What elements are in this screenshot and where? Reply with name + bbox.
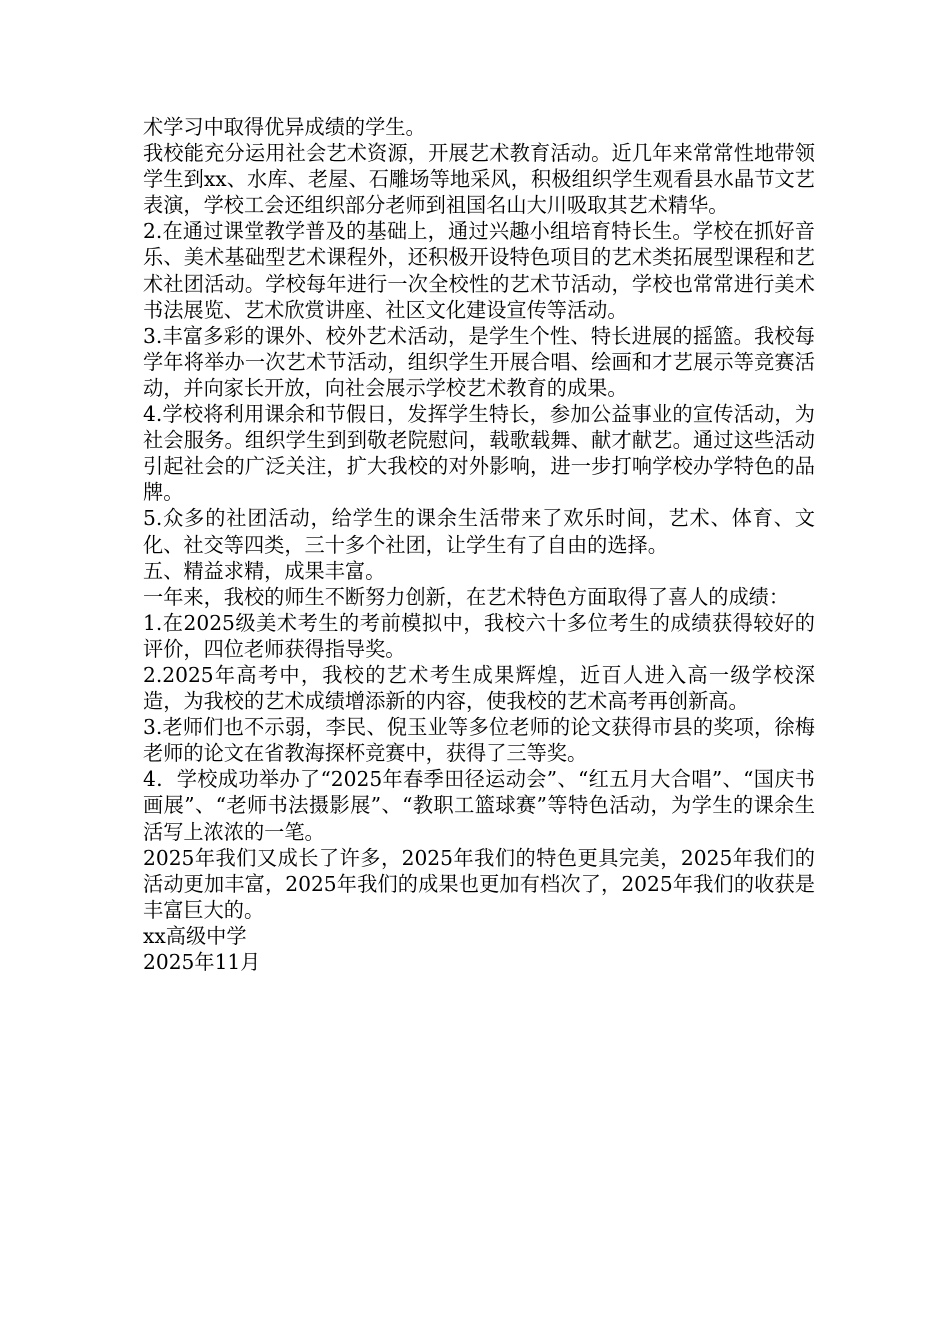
document-body (143, 114, 815, 975)
paragraph-item-5-clubs: 5.众多的社团活动，给学生的课余生活带来了欢乐时间，艺术、体育、文化、社交等四类，三十多个社团，让学生有了自由的选择。 (143, 506, 815, 557)
paragraph-achievement-4: 4．学校成功举办了“2025年春季田径运动会”、“红五月大合唱”、“国庆书画展”、“老师书法摄影展”、“教职工篮球赛”等特色活动，为学生的课余生活写上浓浓的一笔。 (143, 767, 815, 844)
paragraph-achievements-intro: 一年来，我校的师生不断努力创新，在艺术特色方面取得了喜人的成绩： (143, 584, 790, 609)
signature-school-name: xx高级中学 (143, 923, 247, 948)
paragraph-item-3-activities: 3.丰富多彩的课外、校外艺术活动，是学生个性、特长进展的摇篮。我校每学年将举办一次艺术节活动，组织学生开展合唱、绘画和才艺展示等竞赛活动，并向家长开放，向社会展示学校艺术教育的成果。 (143, 323, 815, 400)
paragraph-achievement-3: 3.老师们也不示弱，李民、倪玉业等多位老师的论文获得市县的奖项，徐梅老师的论文在省教海探杯竞赛中，获得了三等奖。 (143, 715, 815, 766)
paragraph-item-2-interest-groups: 2.在通过课堂教学普及的基础上，通过兴趣小组培育特长生。学校在抓好音乐、美术基础型艺术课程外，还积极开设特色项目的艺术类拓展型课程和艺术社团活动。学校每年进行一次全校性的艺术节活动，学校也常常进行美术书法展览、艺术欣赏讲座、社区文化建设宣传等活动。 (143, 219, 815, 322)
paragraph-achievement-1: 1.在2025级美术考生的考前模拟中，我校六十多位考生的成绩获得较好的评价，四位老师获得指导奖。 (143, 610, 815, 661)
paragraph-continued-intro: 术学习中取得优异成绩的学生。 (143, 115, 426, 139)
paragraph-achievement-2: 2.2025年高考中，我校的艺术考生成果辉煌，近百人进入高一级学校深造，为我校的艺术成绩增添新的内容，使我校的艺术高考再创新高。 (143, 662, 815, 714)
paragraph-art-resources: 我校能充分运用社会艺术资源，开展艺术教育活动。近几年来常常性地带领学生到xx、水库、老屋、石雕场等地采风，积极组织学生观看县水晶节文艺表演，学校工会还组织部分老师到祖国名山大川吸取其艺术精华。 (143, 141, 815, 218)
signature-date: 2025年11月 (143, 950, 261, 974)
paragraph-item-4-community-service: 4.学校将利用课余和节假日，发挥学生特长，参加公益事业的宣传活动，为社会服务。组织学生到到敬老院慰问，载歌载舞、献才献艺。通过这些活动引起社会的广泛关注，扩大我校的对外影响，进一步打响学校办学特色的品牌。 (143, 402, 815, 505)
paragraph-summary: 2025年我们又成长了许多，2025年我们的特色更具完美，2025年我们的活动更加丰富，2025年我们的成果也更加有档次了，2025年我们的收获是丰富巨大的。 (143, 845, 815, 922)
section-heading-five: 五、精益求精，成果丰富。 (143, 558, 386, 583)
